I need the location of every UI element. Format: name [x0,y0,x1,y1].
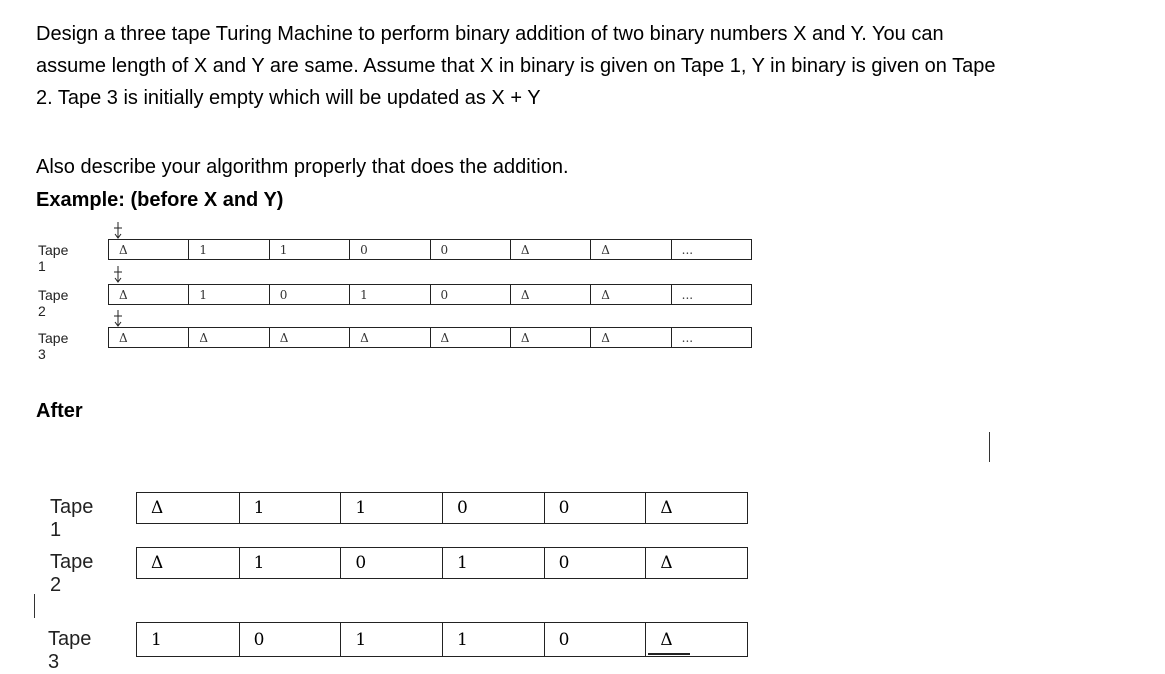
tape-label: Tape 1 [50,496,94,541]
tape-cell: 0 [239,623,341,656]
tape-cell: 0 [269,285,349,304]
tape-cell: 0 [340,548,442,578]
tape-cell: Δ [119,242,128,257]
example-heading: Example: (before X and Y) [36,189,284,211]
tape-cell: Δ [645,548,747,578]
tape-cell: Δ [349,328,429,347]
head-arrow-icon [114,310,122,327]
text-cursor [989,432,990,462]
tape-cell: 1 [239,548,341,578]
tape-cell: 0 [442,493,544,523]
tape-cell: 0 [430,240,510,259]
tape-cell: 1 [442,548,544,578]
after-heading: After [36,400,83,422]
tape-cell: 1 [442,623,544,656]
tape-cell: 1 [188,240,268,259]
head-position-underline [648,653,690,655]
tape-label: Tape 2 [38,287,69,319]
tape-cell: 1 [269,240,349,259]
tape-label: Tape 3 [38,330,69,362]
tape-cell: Δ [510,328,590,347]
tape-cell: Δ [119,330,128,345]
tape-cell: 0 [544,493,646,523]
tape-label: Tape 3 [48,628,92,673]
tape-cell: Δ [430,328,510,347]
tape-cell: Δ [269,328,349,347]
tape-cell: 1 [349,285,429,304]
tape-cell: 1 [239,493,341,523]
tape-cell: 1 [340,623,442,656]
tape-cell: ... [671,240,751,259]
tape-cell: Δ [590,240,670,259]
tape-cells [136,492,748,524]
tape-label: Tape 2 [50,551,94,596]
tape-cell: 0 [544,548,646,578]
tape-cell: 0 [349,240,429,259]
algorithm-instruction: Also describe your algorithm properly that does the addition. [36,156,569,178]
tape-cell: Δ [151,498,164,518]
tape-cells [136,622,748,657]
tape-cell: 0 [544,623,646,656]
tape-cell: Δ [590,285,670,304]
tape-cell: Δ [151,553,164,573]
tape-cell: 1 [340,493,442,523]
tape-cells [108,239,752,260]
tape-cell: Δ [645,493,747,523]
tape-cell: Δ [590,328,670,347]
tape-cell: 1 [151,629,162,650]
head-arrow-icon [114,266,122,283]
problem-statement: Design a three tape Turing Machine to perform binary addition of two binary numbers X and Y. You can assume length of X and Y are same. Assume that X in binary is given on Tape 1, Y in binary is given on Tape 2. Tape 3 is initially empty which will be updated as X + Y [36,23,996,109]
tape-cells [108,327,752,348]
tape-cell: Δ [510,240,590,259]
tape-cells [136,547,748,579]
head-arrow-icon [114,222,122,239]
tape-cell: Δ [188,328,268,347]
tape-cell: Δ [510,285,590,304]
tape-cell: Δ [645,623,747,656]
tape-cells [108,284,752,305]
tape-cell: ... [671,285,751,304]
tape-cell: 0 [430,285,510,304]
tape-cell: Δ [119,287,128,302]
tape-cell: ... [671,328,751,347]
text-cursor [34,594,35,618]
tape-label: Tape 1 [38,242,69,274]
tape-cell: 1 [188,285,268,304]
